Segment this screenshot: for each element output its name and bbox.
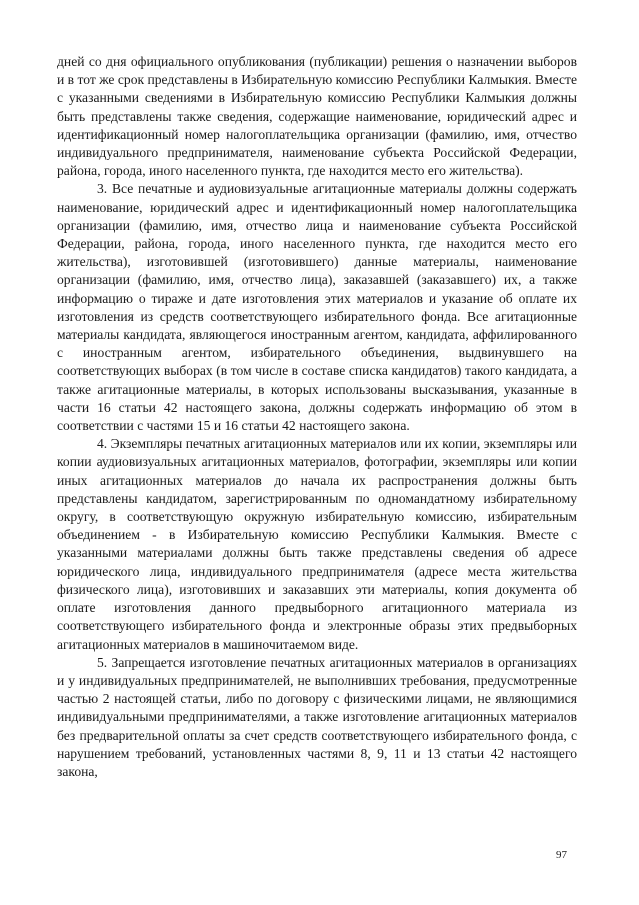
paragraph-continuation: дней со дня официального опубликования (публикации) решения о назначении выборов и в тот же срок представлены в Избирательную комиссию Республики Калмыкия. Вместе с указанными сведениями в Избирательную комиссию Республики Калмыкия должны быть представлены также сведения, содержащие наименование, юридический адрес и идентификационный номер налогоплательщика организации (фамилию, имя, отчество индивидуального предпринимателя, наименование субъекта Российской Федерации, района, города, иного населенного пункта, где находится место его жительства). [57, 54, 577, 179]
paragraph-5: 5. Запрещается изготовление печатных агитационных материалов в организациях и у индивидуальных предпринимателей, не выполнивших требования, предусмотренные частью 2 настоящей статьи, либо по договору с физическими лицами, не являющимися индивидуальными предпринимателями, а также изготовление агитационных материалов без предварительной оплаты за счет средств соответствующего избирательного фонда, с нарушением требований, установленных частями 8, 9, 11 и 13 статьи 42 настоящего закона, [57, 654, 577, 779]
body-text [57, 53, 577, 781]
page-number: 97 [556, 849, 567, 861]
paragraph-3: 3. Все печатные и аудиовизуальные агитационные материалы должны содержать наименование, юридический адрес и идентификационный номер налогоплательщика организации (фамилию, имя, отчество лица и наименование субъекта Российской Федерации, района, города, иного населенного пункта, где находится место его жительства), изготовившей (изготовившего) данные материалы, наименование организации (фамилию, имя, отчество лица), заказавшей (заказавшего) их, а также информацию о тираже и дате изготовления этих материалов и указание об оплате их изготовления из средств соответствующего избирательного фонда. Все агитационные материалы кандидата, являющегося иностранным агентом, кандидата, аффилированного с иностранным агентом, избирательного объединения, выдвинувшего на соответствующих выборах (в том числе в составе списка кандидатов) такого кандидата, а также агитационные материалы, в которых использованы высказывания, указанные в части 16 статьи 42 настоящего закона, должны содержать информацию об этом в соответствии с частями 15 и 16 статьи 42 настоящего закона. [57, 181, 577, 434]
paragraph-4: 4. Экземпляры печатных агитационных материалов или их копии, экземпляры или копии аудиовизуальных агитационных материалов, фотографии, экземпляры или копии иных агитационных материалов до начала их распространения должны быть представлены кандидатом, зарегистрированным по одномандатному избирательному округу, в соответствующую окружную избирательную комиссию, избирательным объединением - в Избирательную комиссию Республики Калмыкия. Вместе с указанными материалами должны быть также представлены сведения об адресе юридического лица, индивидуального предпринимателя (адресе места жительства физического лица), изготовивших и заказавших эти материалы, копия документа об оплате изготовления данного предвыборного агитационного материала из соответствующего избирательного фонда и электронные образы этих предвыборных агитационных материалов в машиночитаемом виде. [57, 436, 577, 652]
